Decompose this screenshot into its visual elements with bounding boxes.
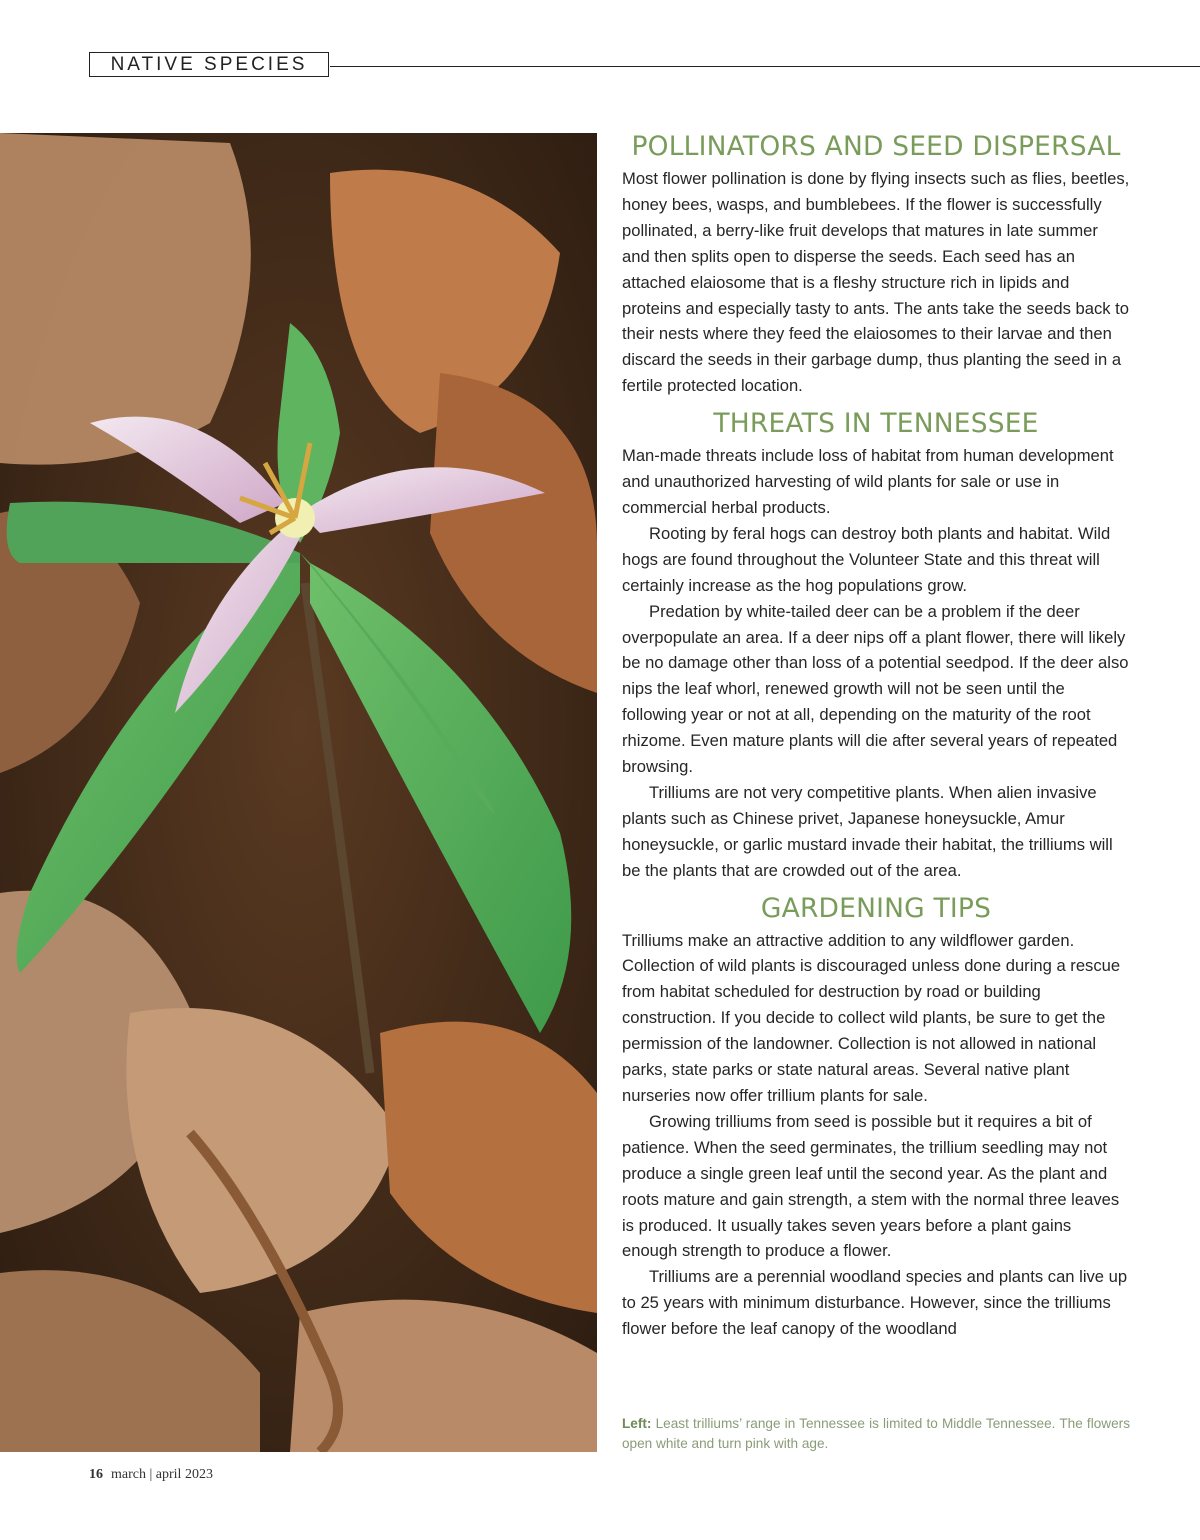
page-number: 16 bbox=[89, 1467, 103, 1482]
paragraph: Most flower pollination is done by flying insects such as flies, beetles, honey bees, wasps, and bumblebees. If the flower is successfully pollinated, a berry-like fruit develops that matures in late summer and then splits open to disperse the seeds. Each seed has an attached elaiosome that is a fleshy structure rich in lipids and proteins and especially tasty to ants. The ants take the seeds back to their nests where they feed the elaiosomes to their larvae and then discard the seeds in their garbage dump, thus planting the seed in a fertile protected location. bbox=[622, 169, 1130, 396]
section-heading: POLLINATORS AND SEED DISPERSAL bbox=[631, 131, 1121, 162]
issue-date: march | april 2023 bbox=[111, 1467, 213, 1482]
paragraph: Growing trilliums from seed is possible but it requires a bit of patience. When the seed germinates, the trillium seedling may not produce a single green leaf until the second year. As the plant and roots mature and gain strength, a stem with the normal three leaves is produced. It usually takes seven years before a plant gains enough strength to produce a flower. bbox=[622, 1111, 1120, 1261]
paragraph: Man-made threats include loss of habitat from human development and unauthorized harvesting of wild plants for sale or use in commercial herbal products. bbox=[622, 446, 1114, 517]
caption-lead: Left: bbox=[622, 1416, 652, 1431]
trillium-photo bbox=[0, 133, 597, 1452]
paragraph: Trilliums are not very competitive plants. When alien invasive plants such as Chinese privet, Japanese honeysuckle, Amur honeysuckle, or garlic mustard invade their habitat, the trilliums will be the plants that are crowded out of the area. bbox=[622, 782, 1113, 880]
paragraph: Rooting by feral hogs can destroy both plants and habitat. Wild hogs are found throughout the Volunteer State and this threat will certainly increase as the hog populations grow. bbox=[622, 523, 1111, 595]
section-heading: THREATS IN TENNESSEE bbox=[713, 408, 1039, 440]
section-heading: GARDENING TIPS bbox=[760, 892, 992, 924]
section-tag: NATIVE SPECIES bbox=[89, 52, 329, 77]
caption-text: Least trilliums’ range in Tennessee is limited to Middle Tennessee. The flowers open white and turn pink with age. bbox=[622, 1416, 1130, 1451]
photo-caption bbox=[622, 1414, 1130, 1454]
page-footer bbox=[89, 1467, 213, 1483]
header-rule bbox=[330, 66, 1200, 67]
paragraph: Predation by white-tailed deer can be a problem if the deer overpopulate an area. If a deer nips off a plant flower, there will likely be no damage other than loss of a potential seedpod. If the deer also nips the leaf whorl, renewed growth will not be seen until the following year or not at all, depending on the maturity of the root rhizome. Even mature plants will die after several years of repeated browsing. bbox=[622, 601, 1129, 777]
paragraph: Trilliums are a perennial woodland species and plants can live up to 25 years with minimum disturbance. However, since the trilliums flower before the leaf canopy of the woodland bbox=[622, 1267, 1128, 1339]
article-column bbox=[622, 128, 1130, 1342]
dead-leaf bbox=[0, 133, 251, 465]
paragraph: Trilliums make an attractive addition to any wildflower garden. Collection of wild plants is discouraged unless done during a rescue from habitat scheduled for destruction by road or building construction. If you decide to collect wild plants, be sure to get the permission of the landowner. Collection is not allowed in national parks, state parks or state natural areas. Several native plant nurseries now offer trillium plants for sale. bbox=[622, 930, 1121, 1105]
